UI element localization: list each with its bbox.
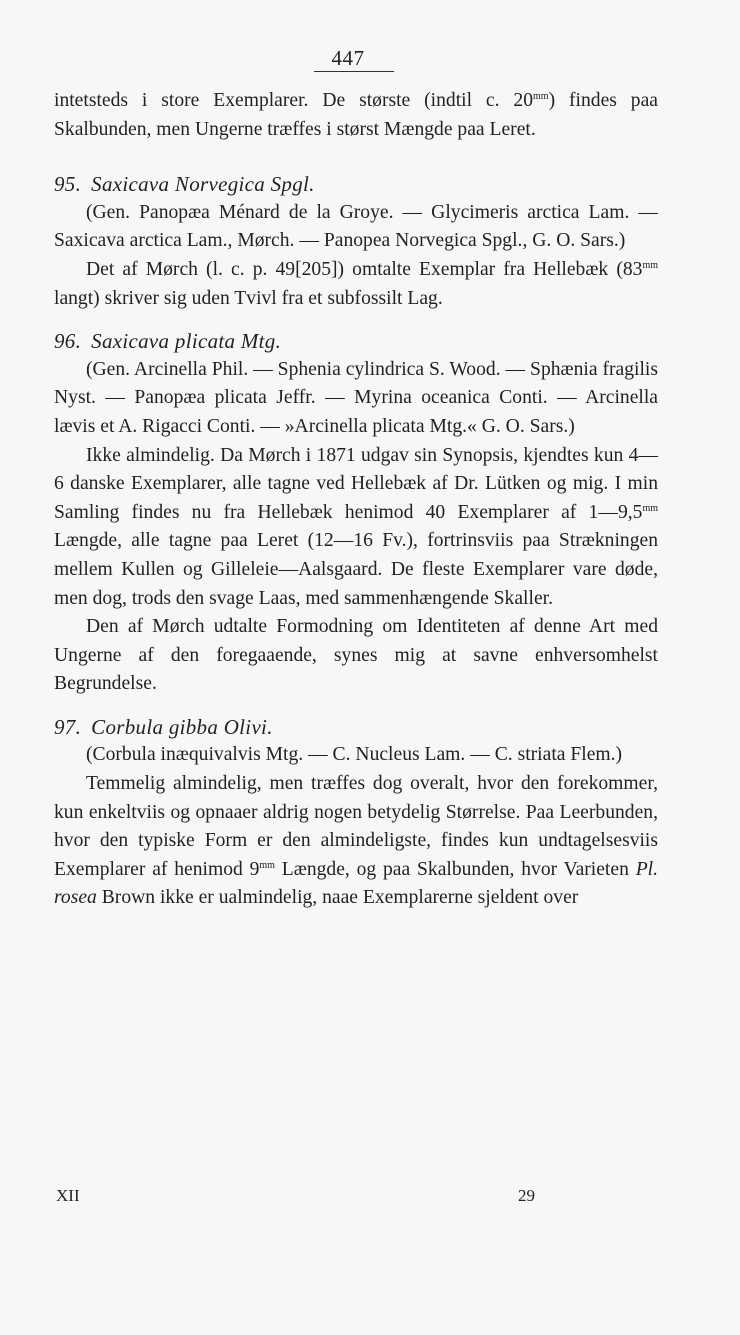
sheet-number: 29 [518,1186,535,1205]
intro-unit: mm [533,91,549,102]
section-95-title: Saxicava Norvegica Spgl. [91,172,315,197]
section-97-text-c: Brown ikke er ualmindelig, naae Exemplarerne sjeldent over [96,887,579,909]
page-number: 447 [331,46,365,70]
section-97-text-a: Temmelig almindelig, men træffes dog overalt, hvor den forekommer, kun enkeltviis og opnaaer aldrig nogen betydelig Størrelse. Paa Leerbunden, hvor den typiske Form er den almindeligste, findes kun undtagelsesviis Exemplarer af henimod 9 [54,773,658,880]
section-95-text-a: Det af Mørch (l. c. p. 49[205]) omtalte Exemplar fra Hellebæk (83 [86,258,643,280]
section-97-synonyms: (Corbula inæquivalvis Mtg. — C. Nucleus Lam. — C. striata Flem.) [86,744,623,766]
section-95-unit: mm [642,259,658,271]
section-96-paragraph-2: Den af Mørch udtalte Formodning om Identiteten af denne Art med Ungerne af den foregaaende, synes mig at savne enhversomhelst Begrundelse. [54,616,658,695]
intro-paragraph [54,87,658,144]
section-97-number: 97. [54,714,82,739]
section-97-title: Corbula gibba Olivi. [91,714,273,739]
section-96-text-b: Længde, alle tagne paa Leret (12—16 Fv.), fortrinsviis paa Strækningen mellem Kullen og Gilleleie—Aalsgaard. De fleste Exemplarer vare døde, men dog, trods den svage Laas, med sammenhængende Skaller. [54,530,658,609]
intro-text: intetsteds i store Exemplarer. De største (indtil c. 20 [54,90,534,111]
section-97-variety-name: Pl. rosea [54,858,658,909]
section-96-text-a: Ikke almindelig. Da Mørch i 1871 udgav sin Synopsis, kjendtes kun 4—6 danske Exemplarer, alle tagne ved Hellebæk af Dr. Lütken og mig. I min Samling findes nu fra Hellebæk henimod 40 Exemplarer af 1—9,5 [54,444,658,523]
section-95-number: 95. [54,172,82,197]
section-96-paragraph-1 [54,442,658,614]
section-97-unit: mm [259,859,275,871]
section-96-number: 96. [54,329,82,354]
page-footer [54,1186,658,1210]
section-96-synonyms: (Gen. Arcinella Phil. — Sphenia cylindrica S. Wood. — Sphænia fragilis Nyst. — Panopæa plicata Jeffr. — Myrina oceanica Conti. — Arcinella lævis et A. Rigacci Conti. — »Arcinella plicata Mtg.« G. O. Sars.) [54,358,658,437]
section-97-paragraph [54,770,658,913]
section-96-heading [54,327,658,356]
section-95-heading [54,170,658,199]
intro-text-cont: ) findes paa Skalbunden, men Ungerne træffes i størst Mængde paa Leret. [54,90,658,140]
section-96-unit: mm [642,502,658,514]
page-number-rule [314,71,394,72]
section-96-title: Saxicava plicata Mtg. [91,329,282,354]
signature-mark: XII [56,1186,80,1205]
section-97-text-b: Længde, og paa Skalbunden, hvor Varieten [274,858,636,880]
section-95-text-b: langt) skriver sig uden Tvivl fra et subfossilt Lag. [54,287,443,309]
section-95-paragraph [54,256,658,313]
section-97-heading [54,713,658,742]
section-95-synonyms: (Gen. Panopæa Ménard de la Groye. — Glycimeris arctica Lam. — Saxicava arctica Lam., Mørch. — Panopea Norvegica Spgl., G. O. Sars.) [54,201,658,252]
page-body [54,87,658,913]
